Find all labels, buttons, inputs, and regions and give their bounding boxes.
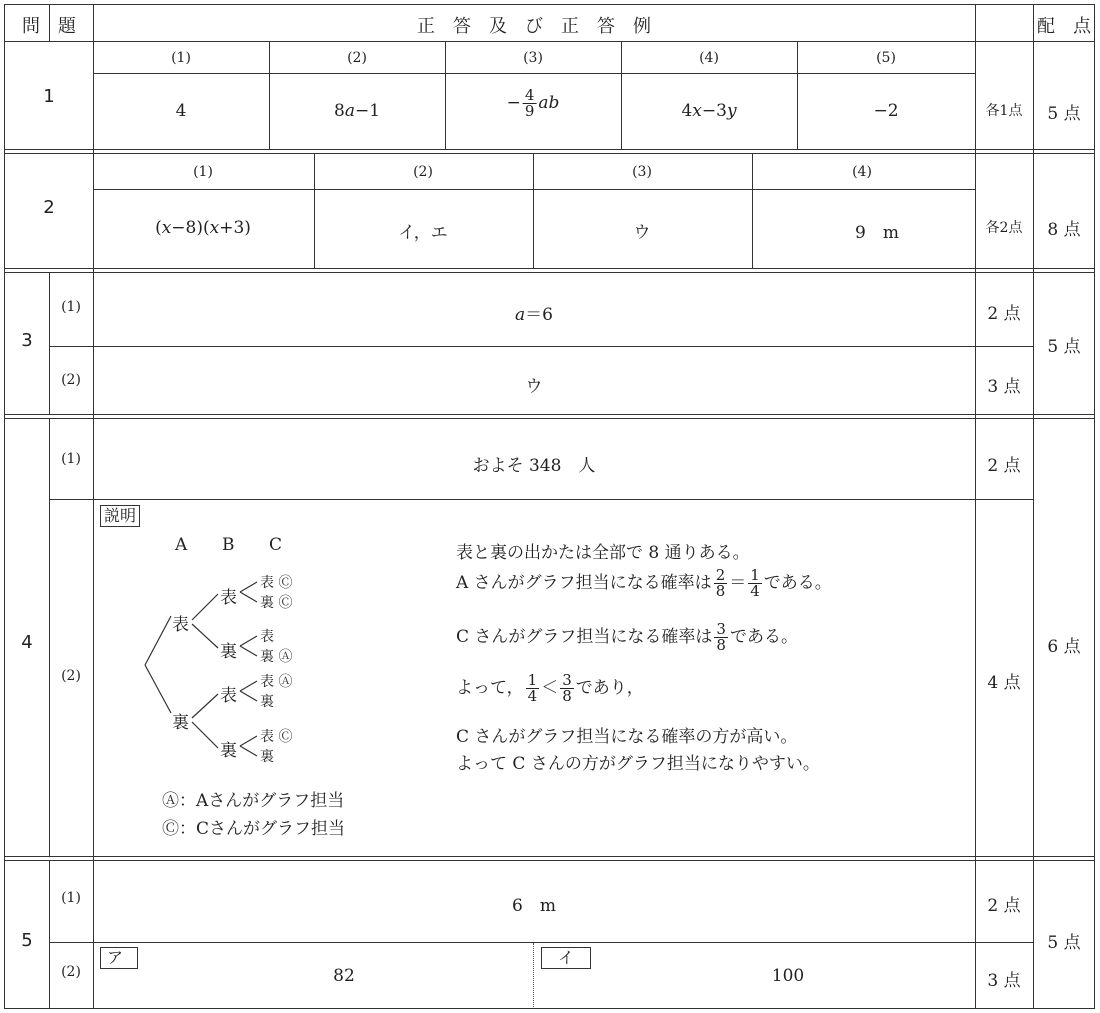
header-problem: 問 題 — [22, 16, 76, 37]
q2-answer-1: (x−8)(x+3) — [155, 218, 251, 238]
q4-total: 6 点 — [1047, 637, 1081, 657]
q2-answer-4: 9 m — [855, 223, 899, 243]
q5-points-2: 3 点 — [987, 971, 1021, 991]
header-answer: 正 答 及 び 正 答 例 — [417, 16, 651, 37]
q5-points-1: 2 点 — [987, 896, 1021, 916]
q5-total: 5 点 — [1047, 933, 1081, 953]
q2-label-4: (4) — [852, 164, 872, 180]
q2-number: 2 — [43, 197, 55, 218]
tree-c-2: 裏 Ⓒ — [260, 595, 293, 611]
q1-answer-4: 4x−3y — [681, 101, 737, 121]
explanation-line-2: A さんがグラフ担当になる確率は $\frac{2}{8}$ ＝ $\frac{1}{4}$ である。 — [456, 566, 832, 600]
q2-label-2: (2) — [413, 164, 433, 180]
q5-box-i: イ — [541, 947, 591, 969]
tree-legend-c: Ⓒ：Cさんがグラフ担当 — [162, 819, 346, 839]
q1-answer-3: − $\frac{4}{9}$ ab — [506, 86, 560, 120]
q5-box-a: ア — [100, 947, 138, 969]
explanation-line-6: よって C さんの方がグラフ担当になりやすい。 — [456, 754, 820, 774]
q3-sub-1: (1) — [61, 299, 81, 315]
tree-head-a: A — [175, 535, 188, 555]
tree-b-omote-2: 表 — [220, 686, 237, 706]
q5-sub-2: (2) — [61, 964, 81, 980]
tree-c-3: 表 — [260, 629, 274, 645]
q2-each-points: 各2点 — [985, 220, 1023, 236]
q5-value-a: 82 — [333, 966, 355, 986]
q1-label-4: (4) — [699, 50, 719, 66]
q3-points-2: 3 点 — [987, 377, 1021, 397]
q1-number: 1 — [43, 86, 55, 107]
header-points: 配 点 — [1037, 16, 1091, 37]
explanation-line-5: C さんがグラフ担当になる確率の方が高い。 — [456, 727, 798, 747]
q1-answer-1: 4 — [175, 101, 187, 121]
q1-total: 5 点 — [1047, 104, 1081, 124]
tree-c-6: 裏 — [260, 694, 274, 710]
q1-label-1: (1) — [171, 50, 191, 66]
q4-points-2: 4 点 — [987, 673, 1021, 693]
q1-answer-2: 8a−1 — [333, 101, 381, 121]
q1-answer-5: −2 — [873, 101, 899, 121]
q1-label-2: (2) — [347, 50, 367, 66]
q5-sub-1: (1) — [61, 890, 81, 906]
q4-number: 4 — [21, 632, 33, 653]
explanation-line-3: C さんがグラフ担当になる確率は $\frac{3}{8}$ である。 — [456, 620, 798, 654]
q4-sub-1: (1) — [61, 451, 81, 467]
q2-total: 8 点 — [1047, 220, 1081, 240]
tree-b-ura-1: 裏 — [220, 642, 237, 662]
tree-c-1: 表 Ⓒ — [260, 575, 293, 591]
q3-points-1: 2 点 — [987, 304, 1021, 324]
q1-label-5: (5) — [876, 50, 896, 66]
q3-answer-2: ウ — [525, 377, 543, 397]
q3-total: 5 点 — [1047, 337, 1081, 357]
q2-label-1: (1) — [193, 164, 213, 180]
q2-answer-2: イ，エ — [398, 223, 448, 243]
q1-each-points: 各1点 — [985, 103, 1023, 119]
tree-c-8: 裏 — [260, 749, 274, 765]
tree-legend-a: Ⓐ：Aさんがグラフ担当 — [162, 791, 345, 811]
tree-head-b: B — [222, 535, 235, 555]
q5-value-i: 100 — [771, 966, 805, 986]
q2-answer-3: ウ — [633, 223, 651, 243]
explanation-line-4: よって， $\frac{1}{4}$ ＜ $\frac{3}{8}$ であり， — [456, 671, 644, 705]
q1-label-3: (3) — [523, 50, 543, 66]
q3-number: 3 — [21, 330, 33, 351]
tree-c-7: 表 Ⓒ — [260, 729, 293, 745]
tree-head-c: C — [269, 535, 283, 555]
q2-label-3: (3) — [632, 164, 652, 180]
tree-a-ura: 裏 — [172, 713, 189, 733]
tree-a-omote: 表 — [172, 615, 189, 635]
explanation-line-1: 表と裏の出かたは全部で 8 通りある。 — [456, 543, 750, 563]
tree-b-omote-1: 表 — [220, 588, 237, 608]
q3-answer-1: a＝6 — [515, 305, 553, 325]
q5-answer-1: 6 m — [512, 896, 556, 916]
q3-sub-2: (2) — [61, 372, 81, 388]
q4-answer-1: およそ 348 人 — [472, 456, 596, 476]
q5-number: 5 — [21, 930, 33, 951]
setsumei-label: 説明 — [100, 505, 140, 527]
tree-b-ura-2: 裏 — [220, 741, 237, 761]
q4-sub-2: (2) — [61, 668, 81, 684]
tree-c-5: 表 Ⓐ — [260, 674, 293, 690]
tree-c-4: 裏 Ⓐ — [260, 649, 293, 665]
q4-points-1: 2 点 — [987, 456, 1021, 476]
